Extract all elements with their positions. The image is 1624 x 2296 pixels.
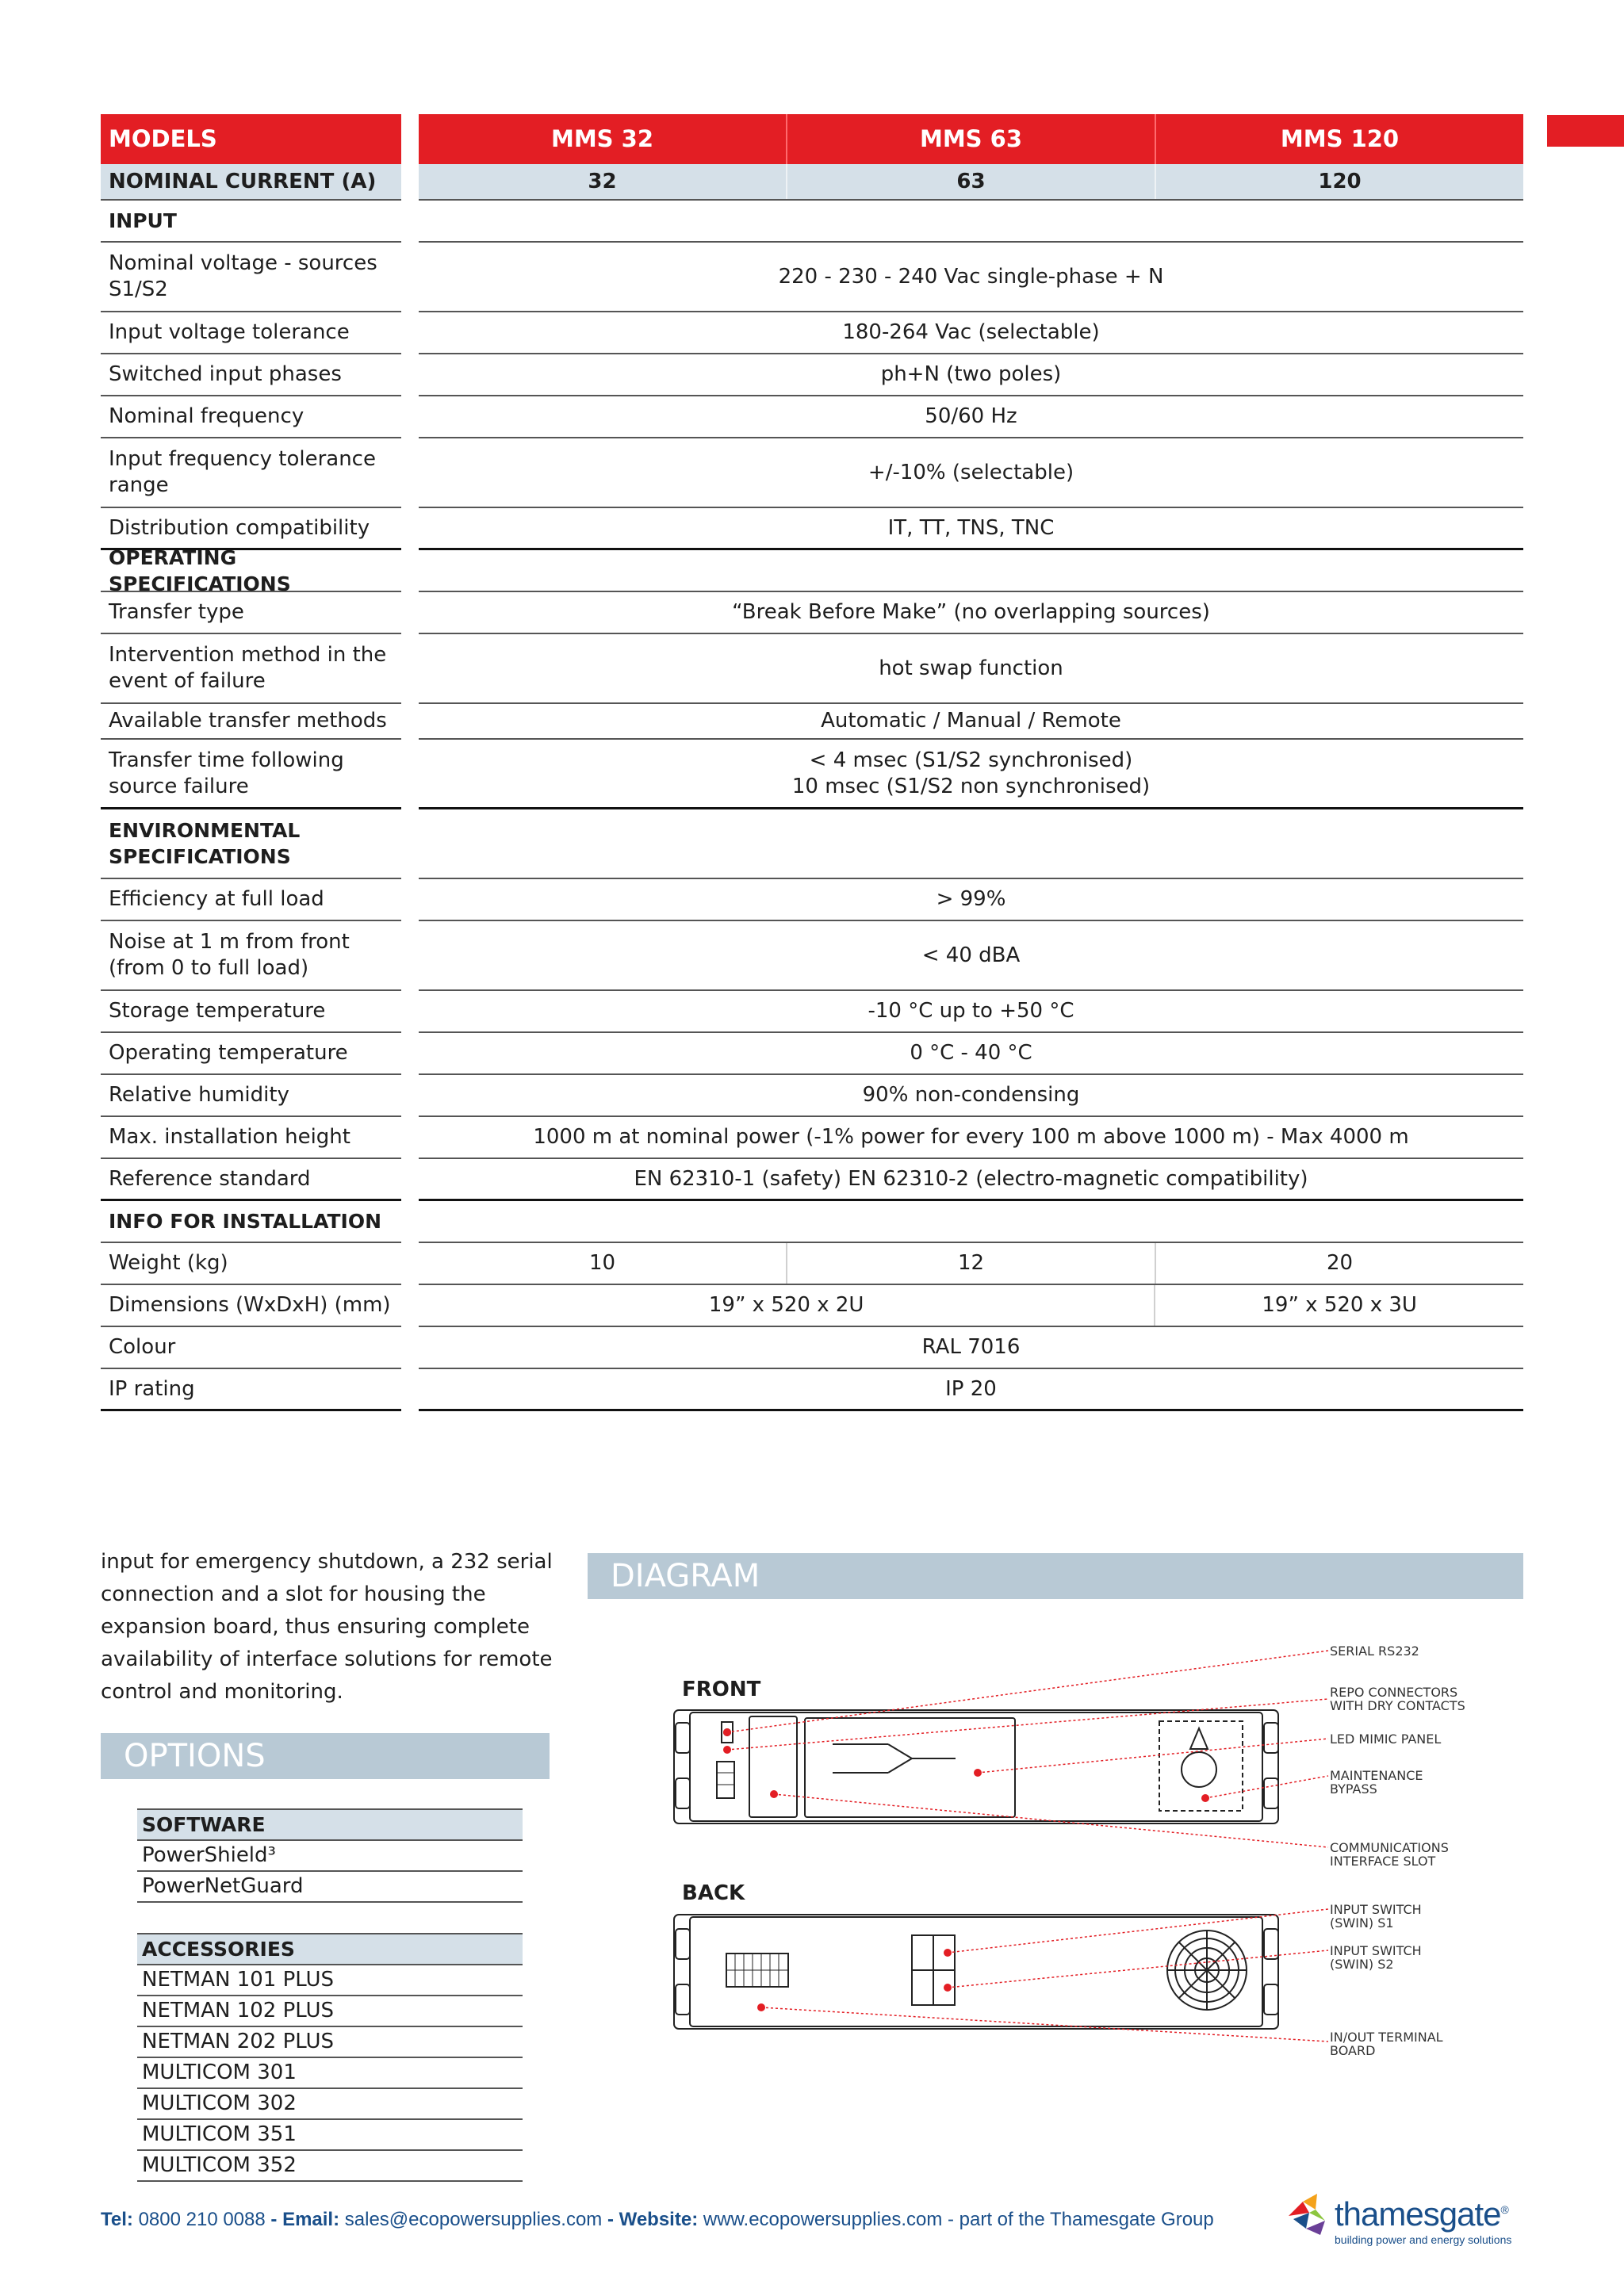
callout-switch-s1: (SWIN) S1 [1330, 1915, 1394, 1931]
table-row: Reference standard EN 62310-1 (safety) EN 62310-2 (electro-magnetic compatibility) [101, 1159, 1523, 1201]
list-item: NETMAN 202 PLUS [137, 2027, 523, 2058]
list-item: PowerNetGuard [137, 1872, 523, 1903]
model-header: MMS 120 [1155, 114, 1523, 164]
callout-switch-s2: (SWIN) S2 [1330, 1957, 1394, 1972]
callout-communications: INTERFACE SLOT [1330, 1854, 1436, 1869]
table-row: Efficiency at full load > 99% [101, 879, 1523, 921]
back-label: BACK [682, 1881, 745, 1905]
table-row: Max. installation height 1000 m at nominal power (-1% power for every 100 m above 1000 m) - Max 4000 m [101, 1117, 1523, 1159]
table-row: Relative humidity 90% non-condensing [101, 1075, 1523, 1117]
diagram-heading: DIAGRAM [588, 1553, 1523, 1599]
list-header: SOFTWARE [137, 1808, 523, 1841]
callout-switch-s2: INPUT SWITCH [1330, 1943, 1422, 1958]
list-item: NETMAN 101 PLUS [137, 1965, 523, 1996]
table-row: Distribution compatibility IT, TT, TNS, TNC [101, 508, 1523, 550]
footer-phone[interactable]: 0800 210 0088 [138, 2209, 266, 2230]
callout-switch-s1: INPUT SWITCH [1330, 1902, 1422, 1917]
callout-dots [723, 1728, 1209, 2011]
list-item: MULTICOM 351 [137, 2120, 523, 2151]
table-row: Transfer time following source failure < 4 msec (S1/S2 synchronised) 10 msec (S1/S2 non synchronised) [101, 740, 1523, 809]
section-title: INFO FOR INSTALLATION [101, 1201, 1523, 1243]
list-header: ACCESSORIES [137, 1933, 523, 1965]
table-row: Intervention method in the event of failure hot swap function [101, 634, 1523, 704]
list-item: MULTICOM 301 [137, 2058, 523, 2089]
table-row: Dimensions (WxDxH) (mm) 19” x 520 x 2U 19” x 520 x 3U [101, 1285, 1523, 1327]
footer-email-link[interactable]: sales@ecopowersupplies.com [344, 2209, 603, 2230]
section-title: OPERATING SPECIFICATIONS [101, 550, 1523, 592]
table-row: Storage temperature -10 °C up to +50 °C [101, 991, 1523, 1033]
callout-led: LED MIMIC PANEL [1330, 1732, 1442, 1747]
nominal-current-row: NOMINAL CURRENT (A) 32 63 120 [101, 164, 1523, 201]
table-row: Weight (kg) 10 12 20 [101, 1243, 1523, 1285]
table-row: Transfer type “Break Before Make” (no overlapping sources) [101, 592, 1523, 634]
footer-website-link[interactable]: www.ecopowersupplies.com [703, 2209, 943, 2230]
logo-mark-icon [1285, 2192, 1335, 2237]
logo-tagline: building power and energy solutions [1335, 2233, 1512, 2246]
front-unit [674, 1710, 1278, 1823]
list-item: MULTICOM 352 [137, 2151, 523, 2182]
callout-leaders [727, 1651, 1328, 2042]
model-header: MMS 63 [786, 114, 1155, 164]
table-row: Colour RAL 7016 [101, 1327, 1523, 1369]
models-header: MODELS [101, 114, 401, 164]
table-row: Nominal frequency 50/60 Hz [101, 396, 1523, 438]
table-row: Switched input phases ph+N (two poles) [101, 354, 1523, 396]
table-row: IP rating IP 20 [101, 1369, 1523, 1411]
callout-repo: WITH DRY CONTACTS [1330, 1698, 1465, 1713]
section-title: ENVIRONMENTAL SPECIFICATIONS [101, 809, 1523, 879]
table-row: Nominal voltage - sources S1/S2 220 - 230 - 240 Vac single-phase + N [101, 243, 1523, 312]
list-item: MULTICOM 302 [137, 2089, 523, 2120]
callout-terminal: BOARD [1330, 2043, 1376, 2058]
intro-paragraph: input for emergency shutdown, a 232 serial connection and a slot for housing the expansion board, thus ensuring complete availability of interface solutions for remote control and monitoring. [101, 1550, 553, 1704]
callout-maintenance: BYPASS [1330, 1781, 1377, 1797]
table-row: Noise at 1 m from front (from 0 to full load) < 40 dBA [101, 921, 1523, 991]
table-row: Input frequency tolerance range +/-10% (selectable) [101, 438, 1523, 508]
back-unit [674, 1915, 1278, 2029]
footer-contact: Tel: 0800 210 0088 - Email: sales@ecopowersupplies.com - Website: www.ecopowersupplies.com - part of the Thamesgate Group [101, 2209, 1214, 2230]
table-row: Operating temperature 0 °C - 40 °C [101, 1033, 1523, 1075]
section-title: INPUT [101, 201, 1523, 243]
callout-repo: REPO CONNECTORS [1330, 1685, 1458, 1700]
list-item: PowerShield³ [137, 1841, 523, 1872]
table-row: Available transfer methods Automatic / Manual / Remote [101, 704, 1523, 740]
options-heading: OPTIONS [101, 1733, 550, 1779]
callout-communications: COMMUNICATIONS [1330, 1840, 1449, 1855]
callout-terminal: IN/OUT TERMINAL [1330, 2030, 1443, 2045]
logo-wordmark: thamesgate® [1335, 2195, 1508, 2233]
model-header: MMS 32 [419, 114, 786, 164]
table-row: Input voltage tolerance 180-264 Vac (selectable) [101, 312, 1523, 354]
front-label: FRONT [682, 1678, 761, 1701]
list-item: NETMAN 102 PLUS [137, 1996, 523, 2027]
callout-maintenance: MAINTENANCE [1330, 1768, 1423, 1783]
thamesgate-logo [1285, 2192, 1523, 2248]
callout-serial: SERIAL RS232 [1330, 1644, 1419, 1659]
